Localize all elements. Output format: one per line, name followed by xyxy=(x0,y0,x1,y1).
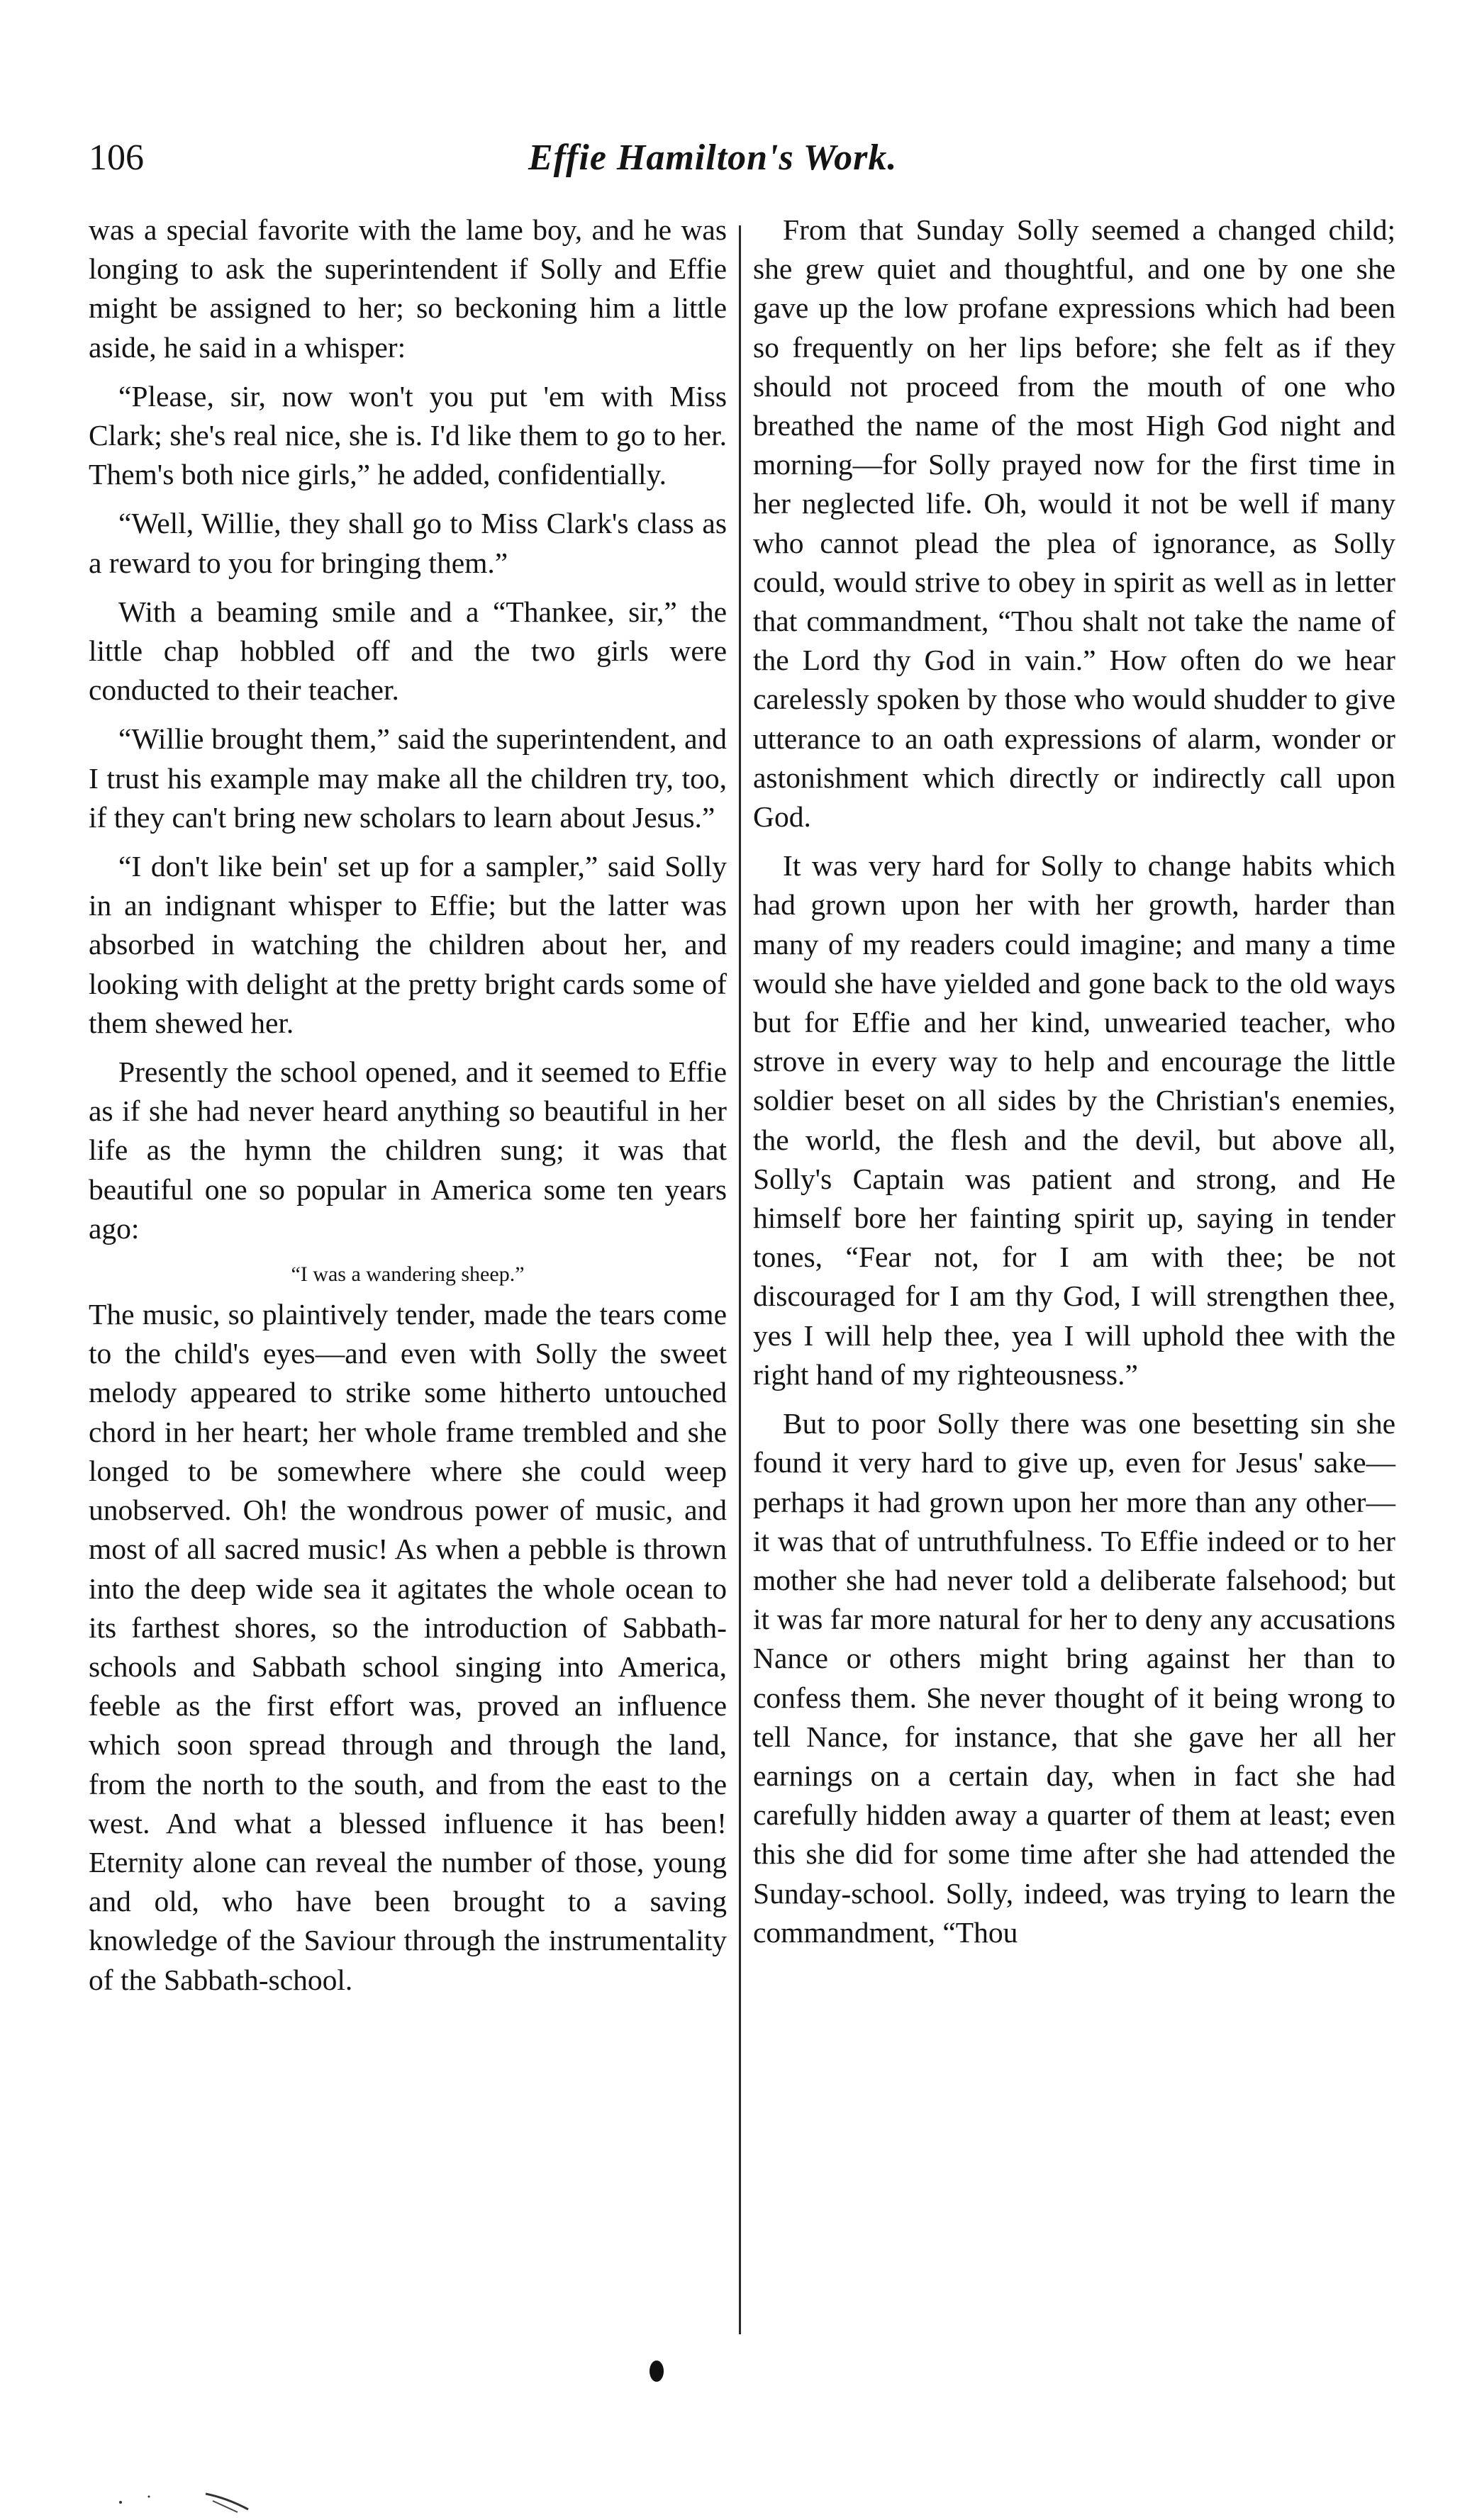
right-column xyxy=(753,211,1395,1962)
paragraph: With a beaming smile and a “Thankee, sir,” the little chap hobbled off and the two girls were conducted to their teacher. xyxy=(89,595,727,707)
paragraph: From that Sunday Solly seemed a changed child; she grew quiet and thoughtful, and one by one she gave up the low profane expressions which had been so frequently on her lips before; she felt as if they should not proceed from the mouth of one who breathed the name of the most High God night and morning—for Solly prayed now for the first time in her neglected life. Oh, would it not be well if many who cannot plead the plea of ignorance, as Solly could, would strive to obey in spirit as well as in letter that commandment, “Thou shalt not take the name of the Lord thy God in vain.” How often do we hear carelessly spoken by those who would shudder to give utterance to an oath expressions of alarm, wonder or astonishment which directly or indirectly call upon God. xyxy=(753,213,1395,834)
paragraph: Presently the school opened, and it seemed to Effie as if she had never heard anything so beautiful in her life as the hymn the children sung; it was that beautiful one so popular in America some ten years ago: xyxy=(89,1055,727,1245)
left-column xyxy=(89,211,727,2010)
hymn-title: “I was a wandering sheep.” xyxy=(291,1262,525,1287)
paragraph: It was very hard for Solly to change habits which had grown upon her with her growth, harder than many of my readers could imagine; and many a time would she have yielded and gone back to the old ways but for Effie and her kind, unwearied teacher, who strove in every way to help and encourage the little soldier beset on all sides by the Christian's enemies, the world, the flesh and the devil, but above all, Solly's Captain was patient and strong, and He himself bore her fainting spirit up, saying in tender tones, “Fear not, for I am with thee; be not discouraged for I am thy God, I will strengthen thee, yes I will help thee, yea I will uphold thee with the right hand of my righteousness.” xyxy=(753,849,1395,1391)
paragraph: The music, so plaintively tender, made the tears come to the child's eyes—and even with Solly the sweet melody appeared to strike some hitherto untouched chord in her heart; her whole frame trembled and she longed to be somewhere where she could weep unobserved. Oh! the wondrous power of music, and most of all sacred music! As when a pebble is thrown into the deep wide sea it agitates the whole ocean to its farthest shores, so the introduction of Sabbath-schools and Sabbath school singing into America, feeble as the first effort was, proved an influence which soon spread through and through the land, from the north to the south, and from the east to the west. And what a blessed influence it has been! Eternity alone can reveal the number of those, young and old, who have been brought to a saving knowledge of the Saviour through the instrumentality of the Sabbath-school. xyxy=(89,1298,727,1996)
page-number: 106 xyxy=(89,138,144,178)
paragraph: “Well, Willie, they shall go to Miss Clark's class as a reward to you for bringing them.” xyxy=(89,507,727,579)
paragraph: “I don't like bein' set up for a sampler,” said Solly in an indignant whisper to Effie; but the latter was absorbed in watching the children about her, and looking with delight at the pretty bright cards some of them shewed her. xyxy=(89,850,727,1039)
paragraph: “Willie brought them,” said the superintendent, and I trust his example may make all the children try, too, if they can't bring new scholars to learn about Jesus.” xyxy=(89,722,727,834)
running-title: Effie Hamilton's Work. xyxy=(528,138,898,178)
paragraph: But to poor Solly there was one besetting sin she found it very hard to give up, even for Jesus' sake—perhaps it had grown upon her more than any other—it was that of untruthfulness. To Effie indeed or to her mother she had never told a deliberate falsehood; but it was far more natural for her to deny any accusations Nance or others might bring against her than to confess them. She never thought of it being wrong to tell Nance, for instance, that she gave her all her earnings on a certain day, when in fact she had carefully hidden away a quarter of them at least; even this she did for some time after she had attended the Sunday-school. Solly, indeed, was trying to learn the commandment, “Thou xyxy=(753,1407,1395,1949)
paragraph: “Please, sir, now won't you put 'em with Miss Clark; she's real nice, she is. I'd like them to go to her. Them's both nice girls,” he added, confidentially. xyxy=(89,379,727,491)
page-header xyxy=(89,133,1408,190)
scan-specks xyxy=(106,2481,319,2516)
paragraph: was a special favorite with the lame boy, and he was longing to ask the superintendent if Solly and Effie might be assigned to her; so beckoning him a little aside, he said in a whisper: xyxy=(89,213,727,364)
column-divider xyxy=(739,225,741,2334)
ink-spot xyxy=(650,2361,664,2382)
